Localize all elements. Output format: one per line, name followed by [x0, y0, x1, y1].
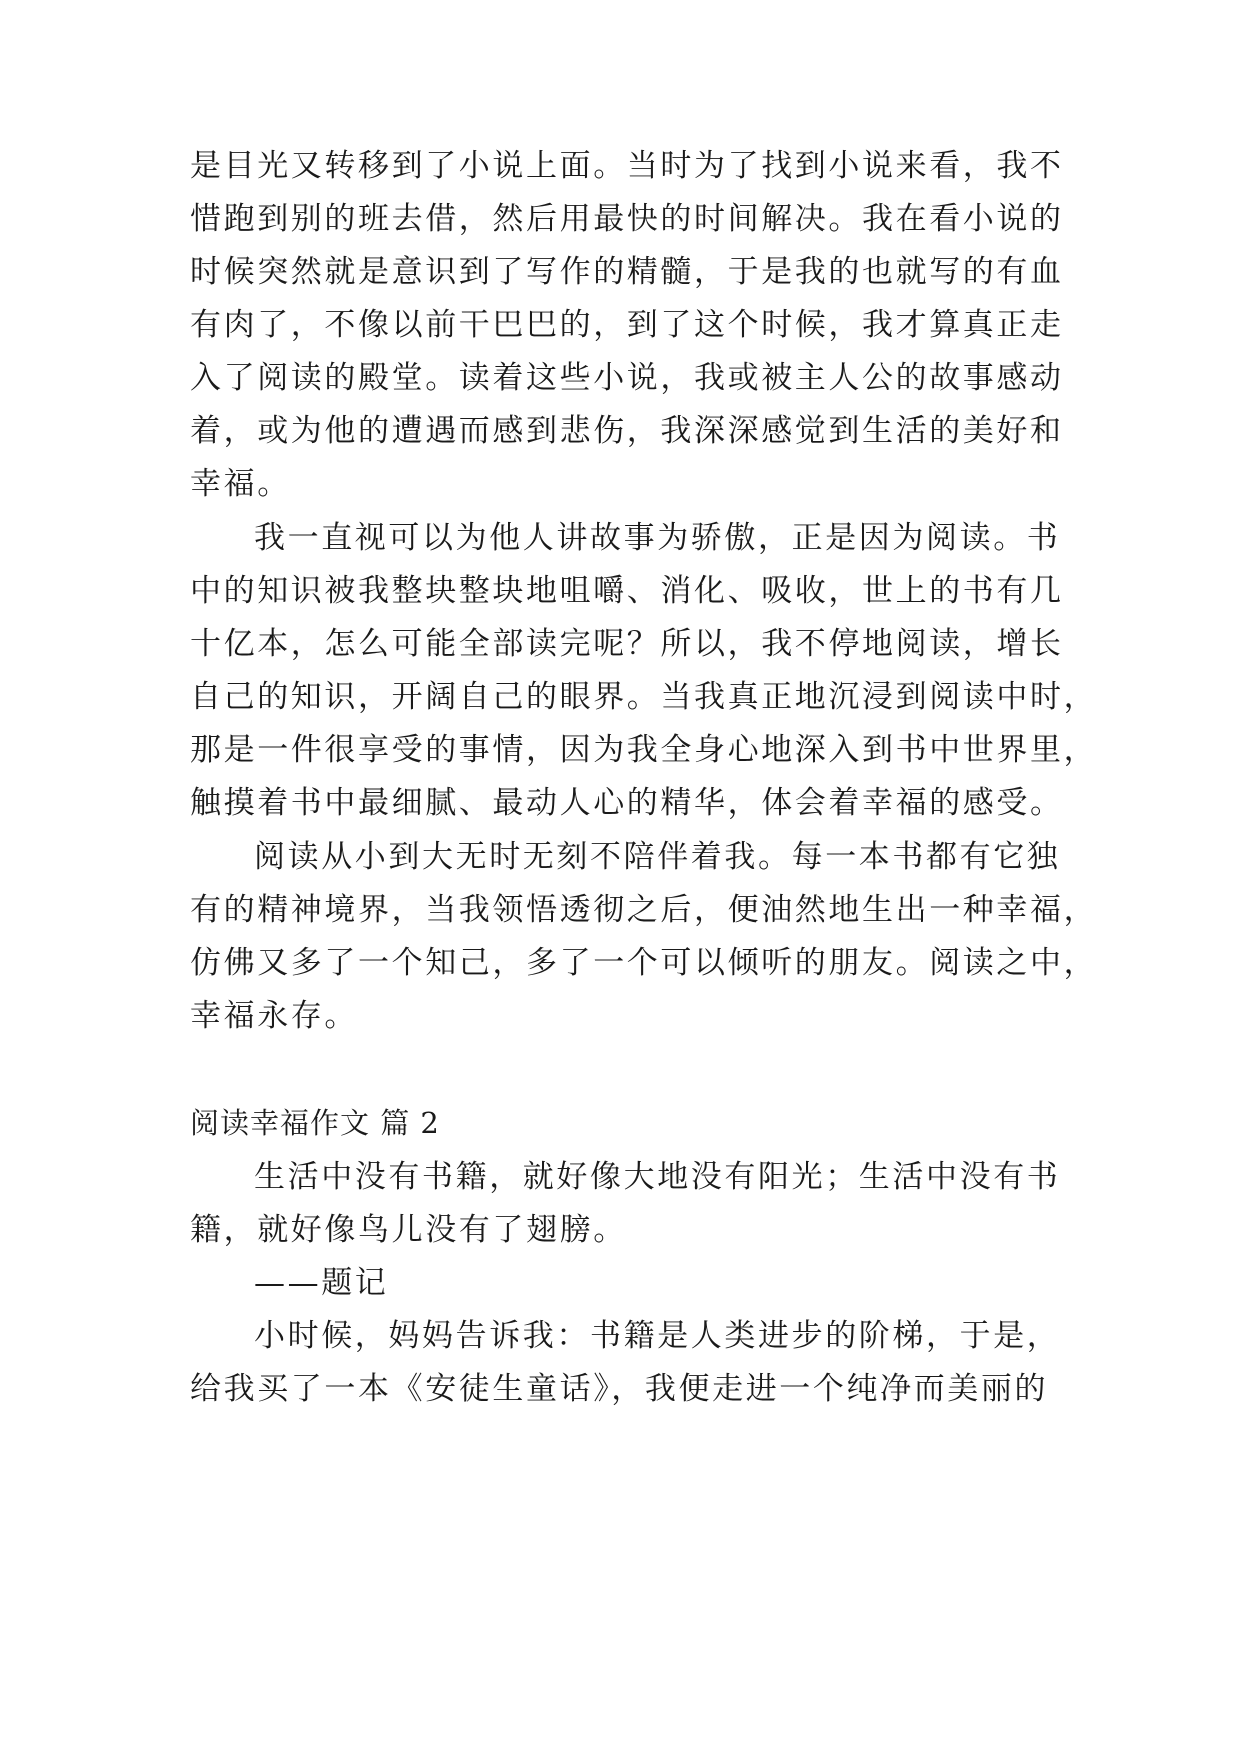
- text-line: 有肉了，不像以前干巴巴的，到了这个时候，我才算真正走: [190, 307, 1064, 343]
- text-line: 着，或为他的遭遇而感到悲伤，我深深感觉到生活的美好和: [190, 413, 1064, 449]
- text-line: 触摸着书中最细腻、最动人心的精华，体会着幸福的感受。: [190, 785, 1064, 821]
- text-line: 小时候，妈妈告诉我：书籍是人类进步的阶梯，于是，: [254, 1318, 1061, 1354]
- text-line: 有的精神境界，当我领悟透彻之后，便油然地生出一种幸福，: [190, 892, 1098, 928]
- text-line: 惜跑到别的班去借，然后用最快的时间解决。我在看小说的: [190, 201, 1064, 237]
- text-line: 幸福。: [190, 466, 291, 502]
- text-line: 仿佛又多了一个知己，多了一个可以倾听的朋友。阅读之中，: [190, 945, 1098, 981]
- text-line: 入了阅读的殿堂。读着这些小说，我或被主人公的故事感动: [190, 360, 1064, 396]
- text-line: 时候突然就是意识到了写作的精髓，于是我的也就写的有血: [190, 254, 1064, 290]
- text-line: 给我买了一本《安徒生童话》，我便走进一个纯净而美丽的: [190, 1371, 1049, 1407]
- text-line: 那是一件很享受的事情，因为我全身心地深入到书中世界里，: [190, 732, 1098, 768]
- text-line: 自己的知识，开阔自己的眼界。当我真正地沉浸到阅读中时，: [190, 679, 1098, 715]
- text-line: 我一直视可以为他人讲故事为骄傲，正是因为阅读。书: [254, 520, 1061, 556]
- text-line: 十亿本，怎么可能全部读完呢？所以，我不停地阅读，增长: [190, 626, 1064, 662]
- text-line: 中的知识被我整块整块地咀嚼、消化、吸收，世上的书有几: [190, 573, 1064, 609]
- text-line: 生活中没有书籍，就好像大地没有阳光；生活中没有书: [254, 1159, 1061, 1195]
- text-line: 阅读从小到大无时无刻不陪伴着我。每一本书都有它独: [254, 839, 1061, 875]
- text-line: 是目光又转移到了小说上面。当时为了找到小说来看，我不: [190, 148, 1064, 184]
- text-line: 幸福永存。: [190, 998, 358, 1034]
- section-title: 阅读幸福作文 篇 2: [190, 1106, 440, 1140]
- text-line: 籍，就好像鸟儿没有了翅膀。: [190, 1212, 627, 1248]
- quote-attribution: ——题记: [254, 1265, 389, 1301]
